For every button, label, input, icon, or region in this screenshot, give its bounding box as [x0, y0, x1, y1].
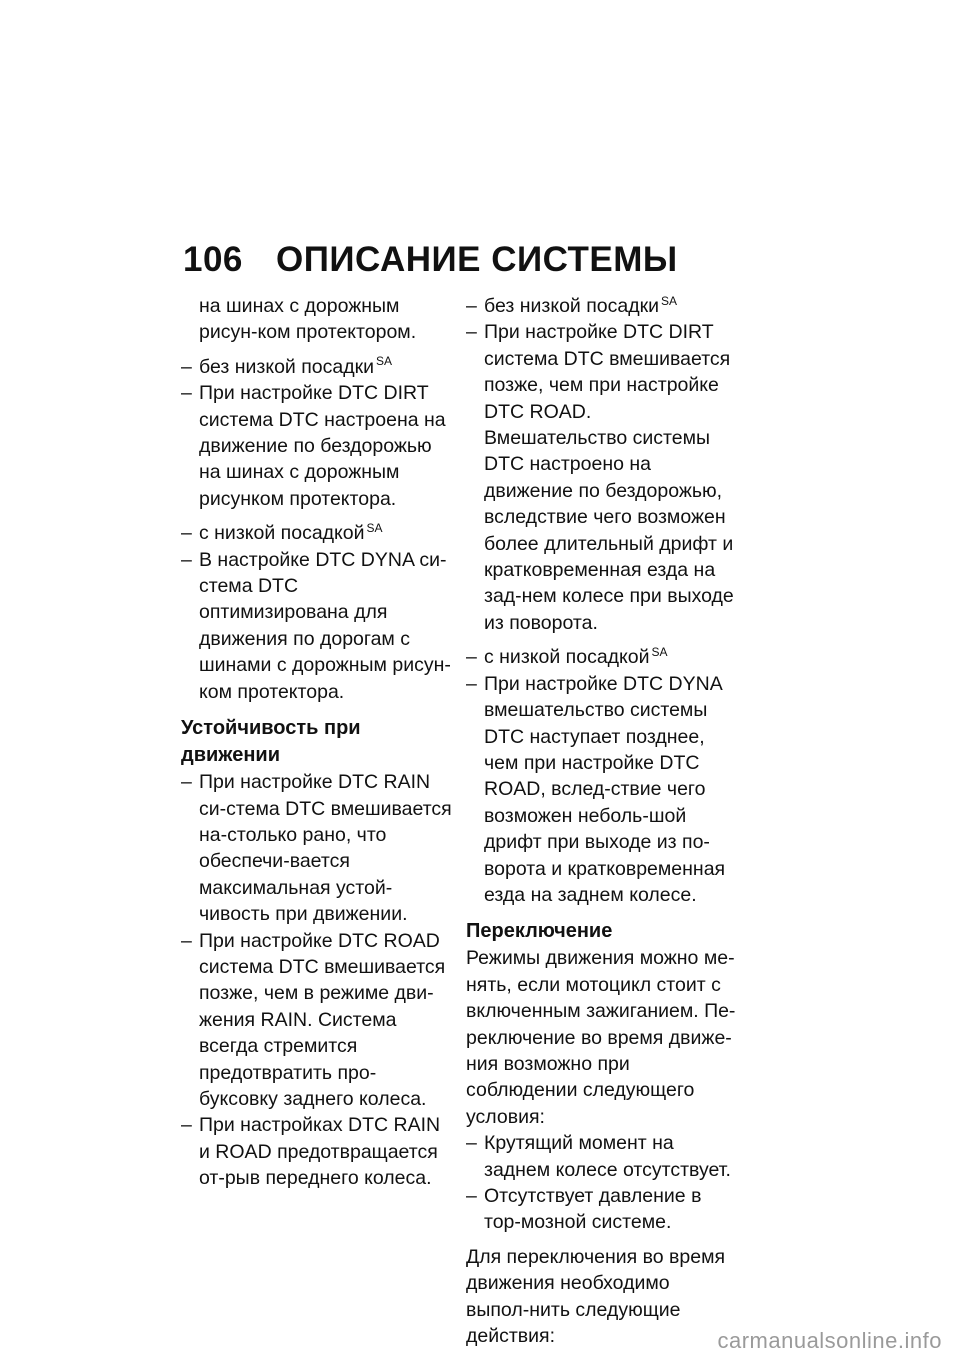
paragraph: Для переключения во время движения необходимо выпол-нить следующие действия: — [466, 1245, 726, 1348]
list-item — [181, 354, 453, 380]
list-item: – При настройках DTC RAIN и ROAD предотвращается от-рыв переднего колеса. — [181, 1114, 441, 1190]
dash-icon: – — [466, 321, 477, 344]
dash-icon: – — [181, 355, 192, 378]
dash-icon: – — [181, 771, 192, 794]
list-item: – При настройке DTC DIRT система DTC настроена на движение по бездорожью на шинах с дорожным рисунком протектора. — [181, 382, 446, 510]
section-heading: Устойчивость при движении — [181, 717, 361, 767]
list-item — [466, 293, 738, 319]
list-item: – Отсутствует давление в тор-мозной системе. — [466, 1185, 702, 1234]
dash-icon: – — [466, 646, 477, 669]
list-item: – При настройке DTC DIRT система DTC вмешивается позже, чем при настройке DTC ROAD. Вмешательство системы DTC настроено на движение по бездорожью, вследствие чего возможен более длительный дрифт и кратковременная езда на зад-нем колесе при выходе из поворота. — [466, 321, 734, 634]
section-heading: Переключение — [466, 920, 613, 943]
variant-label: с низкой посадкой — [199, 522, 365, 545]
sa-marker: SA — [376, 354, 393, 369]
page-number: 106 — [183, 240, 243, 279]
dash-icon: – — [181, 1114, 192, 1137]
list-item: – При настройке DTC ROAD система DTC вмешивается позже, чем в режиме дви-жения RAIN. Система всегда стремится предотвратить про-буксовку заднего колеса. — [181, 929, 446, 1110]
page-title: ОПИСАНИЕ СИСТЕМЫ — [276, 240, 678, 279]
list-item — [181, 520, 453, 546]
list-item — [466, 644, 738, 670]
continued-text: на шинах с дорожным рисун-ком протектором. — [199, 295, 417, 344]
left-column — [181, 293, 453, 1192]
dash-icon: – — [181, 548, 192, 571]
watermark-link[interactable]: carmanualsonline.info — [717, 1328, 942, 1353]
sa-marker: SA — [366, 520, 383, 535]
dash-icon: – — [181, 522, 192, 545]
list-item: – В настройке DTC DYNA си-стема DTC оптимизирована для движения по дорогам с шинами с дорожным рисун-ком протектора. — [181, 548, 451, 703]
dash-icon: – — [181, 382, 192, 405]
list-item: – При настройке DTC RAIN си-стема DTC вмешивается на-столько рано, что обеспечи-вается максимальная устой-чивость при движении. — [181, 771, 452, 926]
variant-label: без низкой посадки — [199, 355, 375, 378]
dash-icon: – — [466, 672, 477, 695]
sa-marker: SA — [661, 293, 678, 308]
page-header — [183, 240, 678, 280]
dash-icon: – — [466, 295, 477, 317]
sa-marker: SA — [651, 644, 668, 659]
dash-icon: – — [466, 1132, 477, 1155]
list-item: – Крутящий момент на заднем колесе отсутствует. — [466, 1132, 731, 1181]
list-item: – При настройке DTC DYNA вмешательство системы DTC наступает позднее, чем при настройке DTC ROAD, вслед-ствие чего возможен неболь-шой дрифт при выходе из по-ворота и кратковременная езда на заднем колесе. — [466, 672, 726, 906]
variant-label: с низкой посадкой — [484, 646, 650, 669]
paragraph: Режимы движения можно ме-нять, если мотоцикл стоит с включенным зажиганием. Пе-реключение во время движе-ния возможно при соблюдении следующего условия: — [466, 947, 736, 1128]
variant-label: без низкой посадки — [484, 295, 660, 317]
right-column — [466, 293, 738, 1349]
dash-icon: – — [466, 1185, 477, 1207]
dash-icon: – — [181, 929, 192, 952]
